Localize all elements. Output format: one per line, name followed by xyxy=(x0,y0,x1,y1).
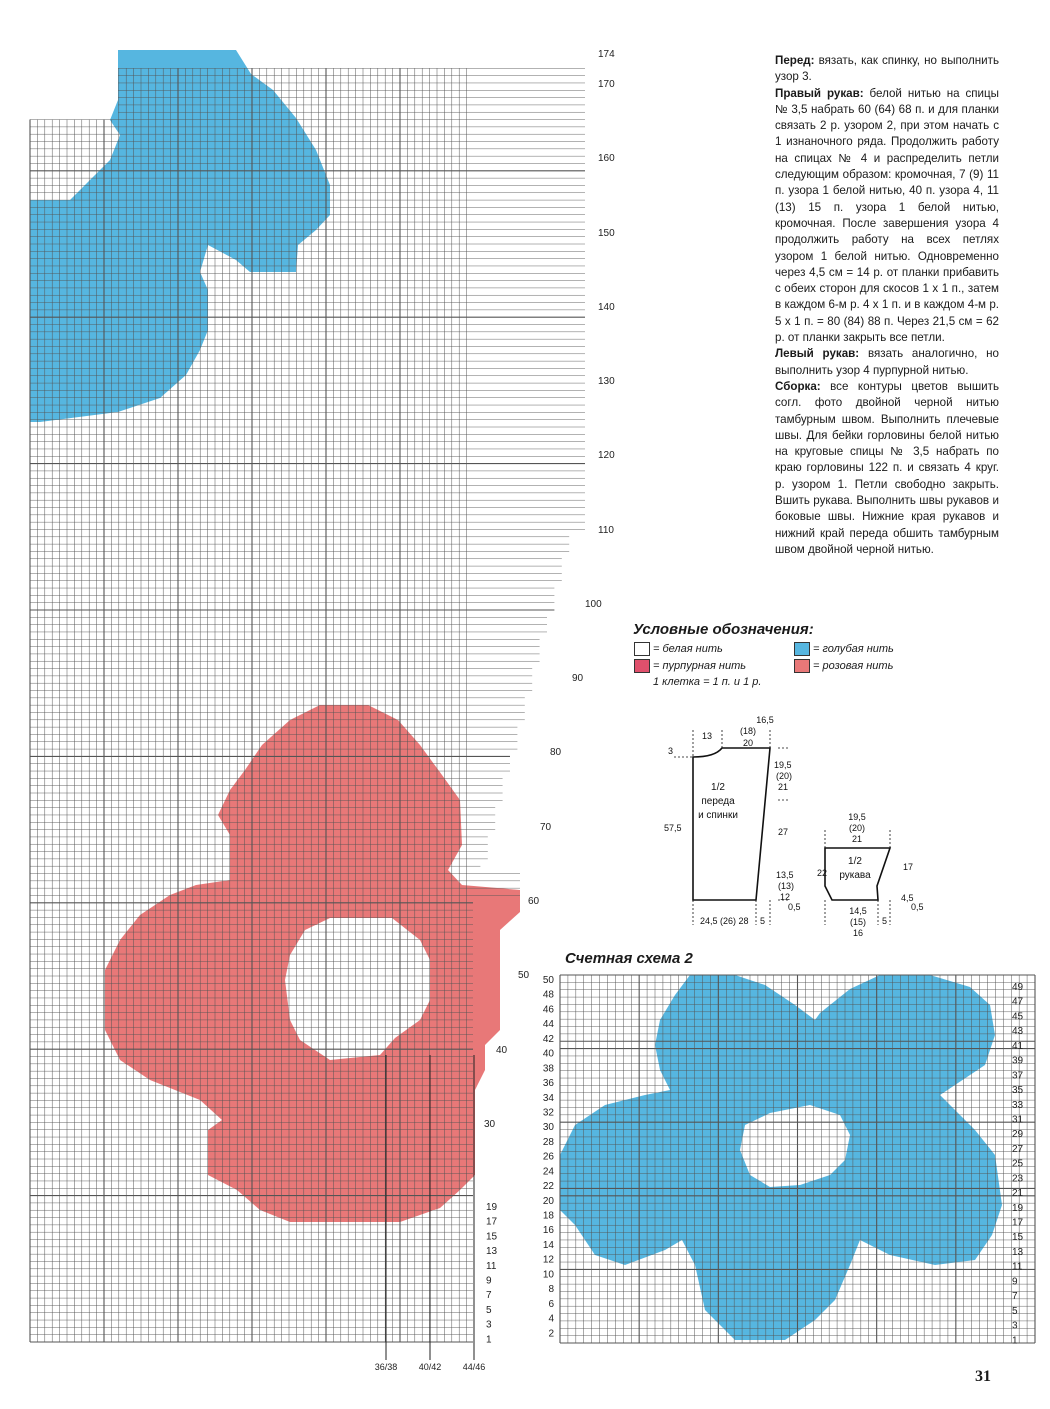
instr-body: вязать, как спинку, но выполнить узор 3. xyxy=(775,54,999,84)
schema2-left-label: 50 xyxy=(542,975,554,986)
schema2-left-label: 36 xyxy=(542,1078,554,1090)
size-marker-label: 40/42 xyxy=(418,1362,442,1372)
schema2-right-label: 25 xyxy=(1012,1158,1024,1170)
legend-purple-label: = пурпурная нить xyxy=(653,660,747,672)
legend-blue xyxy=(794,642,894,656)
schema2-right-label: 19 xyxy=(1012,1202,1024,1214)
schema2-right-label: 43 xyxy=(1012,1026,1024,1038)
blue-swatch xyxy=(794,642,810,656)
p1-right-low-b: (13) xyxy=(778,881,795,891)
p1-right-mid: 27 xyxy=(778,827,789,837)
front-back-piece-outline xyxy=(693,748,770,900)
p1-label-b: переда xyxy=(701,796,735,807)
schema2-left-label: 14 xyxy=(542,1239,554,1251)
schema2-right-label: 23 xyxy=(1012,1173,1024,1185)
schema2-right-label: 37 xyxy=(1012,1070,1024,1082)
size-marker-label: 44/46 xyxy=(462,1362,486,1372)
schema2-right-label: 21 xyxy=(1012,1188,1024,1200)
schema-2-title: Счетная схема 2 xyxy=(565,950,693,967)
schema2-left-label: 4 xyxy=(548,1313,554,1325)
row-label: 30 xyxy=(484,1119,496,1130)
row-label: 140 xyxy=(598,302,615,313)
p1-bottom-right: 5 xyxy=(760,916,766,926)
instr-body: вязать аналогично, но выполнить узор 4 пурпурной нитью. xyxy=(775,347,1000,377)
schema2-left-label: 38 xyxy=(542,1063,554,1075)
page-number: 31 xyxy=(975,1368,991,1385)
schema2-left-label: 32 xyxy=(542,1107,554,1119)
row-label: 150 xyxy=(598,228,615,239)
row-label: 174 xyxy=(598,49,615,60)
schema2-left-label: 8 xyxy=(548,1284,554,1296)
legend-pink xyxy=(794,659,893,673)
garment-pattern-diagram xyxy=(660,710,940,945)
instr-heading: Левый рукав: xyxy=(775,347,860,361)
p1-right-a: 19,5 xyxy=(774,760,792,770)
schema2-right-label: 11 xyxy=(1012,1261,1023,1273)
schema2-left-label: 30 xyxy=(542,1122,554,1134)
schema2-right-label: 29 xyxy=(1012,1129,1024,1141)
instr-body: все контуры цветов вышить согл. фото двойной черной нитью тамбурным швом. Выполнить плечевые швы. Для бейки горловины белой нитью на круговые спицы № 3,5 набрать по краю горловины 122 п. и связать 4 круг. р. узором 1. Петли свободно закрыть. Вшить рукава. Выполнить швы рукавов и боковые швы. Нижние края рукавов и нижний край переда обшить тамбурным швом двойной черной нитью. xyxy=(775,379,999,556)
schema2-left-label: 16 xyxy=(542,1225,554,1237)
row-label: 110 xyxy=(598,525,614,536)
legend-white xyxy=(634,642,723,656)
size-marker-label: 36/38 xyxy=(374,1362,398,1372)
row-label: 19 xyxy=(486,1202,498,1213)
schema2-left-label: 2 xyxy=(548,1328,554,1340)
instructions-text xyxy=(775,53,999,558)
row-label: 17 xyxy=(486,1216,498,1228)
instr-heading: Сборка: xyxy=(775,379,821,393)
schema2-right-label: 15 xyxy=(1012,1232,1024,1244)
p2-right: 17 xyxy=(903,862,914,872)
schema2-left-label: 48 xyxy=(542,989,554,1001)
p1-right-low-a: 13,5 xyxy=(776,870,794,880)
row-label: 170 xyxy=(598,79,615,90)
schema2-right-label: 41 xyxy=(1012,1040,1024,1052)
p1-right-b: (20) xyxy=(776,771,793,781)
legend-purple xyxy=(634,659,746,673)
row-label: 160 xyxy=(598,153,615,164)
row-label: 15 xyxy=(486,1231,498,1243)
p2-top-b: (20) xyxy=(848,823,866,833)
white-swatch xyxy=(634,642,650,656)
p1-label-a: 1/2 xyxy=(711,782,725,793)
p1-left-small: 3 xyxy=(668,746,674,756)
row-label: 130 xyxy=(598,376,615,387)
legend-cell-note: 1 клетка = 1 п. и 1 р. xyxy=(653,676,762,688)
schema2-left-label: 46 xyxy=(542,1004,554,1016)
instr-heading: Правый рукав: xyxy=(775,86,864,100)
schema2-right-label: 47 xyxy=(1012,996,1024,1008)
p2-left: 22 xyxy=(817,868,828,878)
row-label: 60 xyxy=(528,896,540,907)
schema2-left-label: 22 xyxy=(542,1181,554,1193)
schema2-right-label: 17 xyxy=(1012,1217,1024,1229)
schema2-left-label: 18 xyxy=(542,1210,554,1222)
row-label: 9 xyxy=(486,1275,492,1287)
instr-body: белой нитью на спицы № 3,5 набрать 60 (64) 68 п. и для планки связать 2 р. узором 2, при этом начать с 1 изнаночного ряда. Продолжить работу на спицах № 4 и распределить петли следующим образом: кромочная, 7 (9) 11 п. узора 1 белой нитью, 40 п. узора 4, 11 (13) 15 п. узора 1 белой нитью, кромочная. После завершения узора 4 продолжить работу на всех петлях узором 1 белой нитью. Одновременно через 4,5 см = 14 р. от планки прибавить с обеих сторон для скосов 1 х 1 п., затем в каждом 6-м р. 4 х 1 п. и в каждом 4-м р. 5 х 1 п. = 80 (84) 88 п. Через 21,5 см = 62 р. от планки закрыть все петли. xyxy=(775,86,1000,345)
schema2-left-label: 20 xyxy=(542,1195,554,1207)
p1-label-c: и спинки xyxy=(698,810,738,821)
schema2-right-label: 13 xyxy=(1012,1246,1024,1258)
row-label: 3 xyxy=(486,1319,492,1331)
row-label: 100 xyxy=(585,599,602,610)
p1-bottom: 24,5 (26) 28 xyxy=(700,916,749,926)
schema2-left-label: 34 xyxy=(542,1092,554,1104)
schema2-right-label: 45 xyxy=(1012,1011,1024,1023)
schema2-left-label: 40 xyxy=(542,1048,554,1060)
schema2-left-label: 12 xyxy=(542,1254,554,1266)
instr-paragraph xyxy=(775,86,999,347)
row-label: 7 xyxy=(486,1290,492,1302)
p1-top-right-a: 16,5 xyxy=(756,715,774,725)
schema2-right-label: 9 xyxy=(1012,1276,1018,1288)
schema2-left-label: 42 xyxy=(542,1033,554,1045)
p2-bottom-c: 16 xyxy=(852,928,864,938)
row-label: 13 xyxy=(486,1246,498,1258)
p2-label-b: рукава xyxy=(839,870,871,881)
p2-right-low-b: 0,5 xyxy=(911,902,924,912)
schema2-right-label: 1 xyxy=(1012,1335,1018,1347)
schema2-right-label: 35 xyxy=(1012,1085,1024,1097)
row-label: 50 xyxy=(518,970,530,981)
schema2-right-label: 33 xyxy=(1012,1099,1024,1111)
row-label: 90 xyxy=(572,673,584,684)
instr-paragraph xyxy=(775,53,999,86)
schema2-left-label: 24 xyxy=(542,1166,554,1178)
p2-bottom-right: 5 xyxy=(882,916,888,926)
row-label: 5 xyxy=(486,1304,492,1316)
p2-bottom-a: 14,5 xyxy=(849,906,867,916)
schema2-left-label: 28 xyxy=(542,1136,554,1148)
schema2-right-label: 27 xyxy=(1012,1143,1024,1155)
instr-heading: Перед: xyxy=(775,54,815,67)
schema2-right-label: 3 xyxy=(1012,1320,1018,1332)
instr-paragraph xyxy=(775,346,999,379)
p2-bottom-b: (15) xyxy=(849,917,867,927)
row-label: 40 xyxy=(496,1045,508,1056)
schema2-right-label: 31 xyxy=(1012,1114,1024,1126)
schema2-left-label: 26 xyxy=(542,1151,554,1163)
p1-right-c: 21 xyxy=(778,782,789,792)
chart2-color-fills xyxy=(560,975,1002,1340)
p2-label-a: 1/2 xyxy=(848,856,862,867)
legend-pink-label: = розовая нить xyxy=(813,660,894,672)
row-label: 11 xyxy=(486,1260,497,1272)
p2-top-c: 21 xyxy=(851,834,863,844)
schema2-left-label: 6 xyxy=(548,1298,554,1310)
p1-top-left: 13 xyxy=(702,731,713,741)
pink-swatch xyxy=(794,659,810,673)
row-label: 120 xyxy=(598,450,615,461)
p1-right-low-c: 12 xyxy=(780,892,791,902)
legend-blue-label: = голубая нить xyxy=(813,643,894,655)
row-label: 70 xyxy=(540,822,552,833)
legend-title: Условные обозначения: xyxy=(633,621,814,638)
chart2-grid xyxy=(560,975,1035,1343)
legend-white-label: = белая нить xyxy=(653,643,723,655)
p2-right-low-a: 4,5 xyxy=(901,893,914,903)
p1-top-right-b: (18) xyxy=(739,726,757,736)
knitting-chart-2 xyxy=(530,965,1050,1360)
schema2-right-label: 7 xyxy=(1012,1291,1018,1303)
p1-height-left: 57,5 xyxy=(664,823,682,833)
row-label: 1 xyxy=(486,1334,492,1346)
schema2-right-label: 49 xyxy=(1012,982,1024,993)
instr-paragraph xyxy=(775,379,999,558)
schema2-right-label: 5 xyxy=(1012,1305,1018,1317)
p1-right-low-d: 0,5 xyxy=(788,902,801,912)
schema2-left-label: 44 xyxy=(542,1019,554,1031)
schema2-right-label: 39 xyxy=(1012,1055,1024,1067)
schema2-left-label: 10 xyxy=(542,1269,554,1281)
p2-top-a: 19,5 xyxy=(848,812,866,822)
p1-top-right-c: 20 xyxy=(742,738,754,748)
row-label: 80 xyxy=(550,747,562,758)
purple-swatch xyxy=(634,659,650,673)
